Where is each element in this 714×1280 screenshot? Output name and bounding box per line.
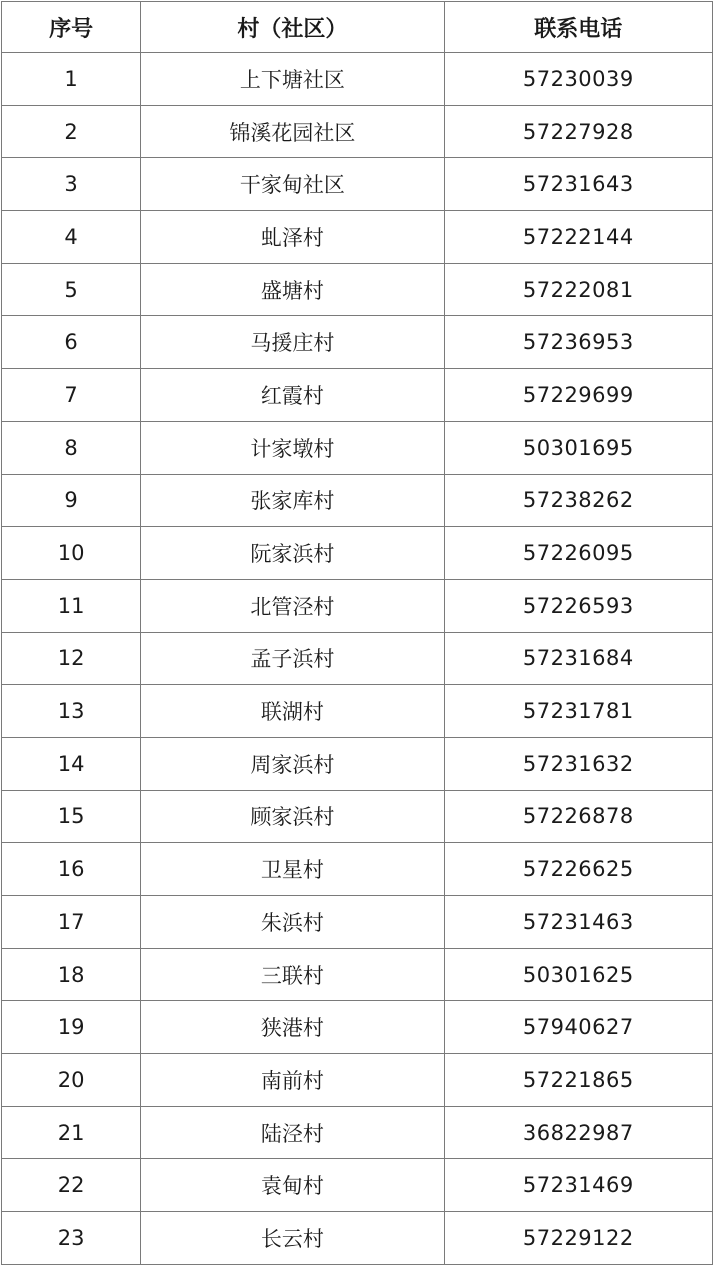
row-number: 7	[2, 369, 141, 422]
table-row	[2, 263, 713, 316]
header-phone: 联系电话	[444, 2, 712, 53]
village-name: 三联村	[141, 948, 444, 1001]
phone-number: 57221865	[444, 1054, 712, 1107]
village-name: 南前村	[141, 1054, 444, 1107]
row-number: 14	[2, 737, 141, 790]
phone-number: 57231632	[444, 737, 712, 790]
village-name: 张家库村	[141, 474, 444, 527]
header-village: 村（社区）	[141, 2, 444, 53]
table-row	[2, 474, 713, 527]
phone-number: 57226878	[444, 790, 712, 843]
contact-table	[1, 1, 713, 1265]
phone-number: 57227928	[444, 105, 712, 158]
phone-number: 57231463	[444, 896, 712, 949]
phone-number: 57229699	[444, 369, 712, 422]
village-name: 联湖村	[141, 685, 444, 738]
row-number: 3	[2, 158, 141, 211]
row-number: 20	[2, 1054, 141, 1107]
village-name: 计家墩村	[141, 421, 444, 474]
phone-number: 50301625	[444, 948, 712, 1001]
phone-number: 57226625	[444, 843, 712, 896]
village-name: 长云村	[141, 1212, 444, 1265]
village-name: 虬泽村	[141, 211, 444, 264]
village-name: 周家浜村	[141, 737, 444, 790]
village-name: 上下塘社区	[141, 53, 444, 106]
table-row	[2, 1106, 713, 1159]
row-number: 8	[2, 421, 141, 474]
village-name: 锦溪花园社区	[141, 105, 444, 158]
phone-number: 36822987	[444, 1106, 712, 1159]
phone-number: 57229122	[444, 1212, 712, 1265]
phone-number: 57231781	[444, 685, 712, 738]
village-name: 顾家浜村	[141, 790, 444, 843]
row-number: 16	[2, 843, 141, 896]
phone-number: 57222081	[444, 263, 712, 316]
phone-number: 57231469	[444, 1159, 712, 1212]
village-name: 袁甸村	[141, 1159, 444, 1212]
row-number: 21	[2, 1106, 141, 1159]
table-row	[2, 527, 713, 580]
table-row	[2, 948, 713, 1001]
table-row	[2, 843, 713, 896]
table-row	[2, 685, 713, 738]
header-row	[2, 2, 713, 53]
table-header	[2, 2, 713, 53]
table-row	[2, 632, 713, 685]
phone-number: 57226593	[444, 579, 712, 632]
row-number: 1	[2, 53, 141, 106]
table-row	[2, 53, 713, 106]
village-name: 狭港村	[141, 1001, 444, 1054]
phone-number: 57238262	[444, 474, 712, 527]
row-number: 11	[2, 579, 141, 632]
village-name: 马援庄村	[141, 316, 444, 369]
village-name: 孟子浜村	[141, 632, 444, 685]
village-name: 阮家浜村	[141, 527, 444, 580]
phone-number: 57940627	[444, 1001, 712, 1054]
phone-number: 57230039	[444, 53, 712, 106]
row-number: 17	[2, 896, 141, 949]
table-row	[2, 1212, 713, 1265]
village-name: 朱浜村	[141, 896, 444, 949]
table-row	[2, 896, 713, 949]
phone-number: 57236953	[444, 316, 712, 369]
row-number: 5	[2, 263, 141, 316]
table-row	[2, 316, 713, 369]
row-number: 10	[2, 527, 141, 580]
table-row	[2, 1001, 713, 1054]
table-row	[2, 211, 713, 264]
row-number: 9	[2, 474, 141, 527]
table-body	[2, 53, 713, 1265]
phone-number: 50301695	[444, 421, 712, 474]
phone-number: 57226095	[444, 527, 712, 580]
row-number: 22	[2, 1159, 141, 1212]
phone-number: 57222144	[444, 211, 712, 264]
header-no: 序号	[2, 2, 141, 53]
table-row	[2, 790, 713, 843]
table-row	[2, 1054, 713, 1107]
row-number: 2	[2, 105, 141, 158]
table-row	[2, 369, 713, 422]
phone-number: 57231643	[444, 158, 712, 211]
row-number: 6	[2, 316, 141, 369]
village-name: 红霞村	[141, 369, 444, 422]
phone-number: 57231684	[444, 632, 712, 685]
table-row	[2, 737, 713, 790]
table-row	[2, 1159, 713, 1212]
village-name: 北管泾村	[141, 579, 444, 632]
row-number: 18	[2, 948, 141, 1001]
village-name: 陆泾村	[141, 1106, 444, 1159]
row-number: 15	[2, 790, 141, 843]
table-row	[2, 105, 713, 158]
village-name: 干家甸社区	[141, 158, 444, 211]
village-name: 盛塘村	[141, 263, 444, 316]
row-number: 12	[2, 632, 141, 685]
table-row	[2, 158, 713, 211]
row-number: 4	[2, 211, 141, 264]
row-number: 23	[2, 1212, 141, 1265]
row-number: 13	[2, 685, 141, 738]
row-number: 19	[2, 1001, 141, 1054]
table-row	[2, 421, 713, 474]
table-row	[2, 579, 713, 632]
village-name: 卫星村	[141, 843, 444, 896]
